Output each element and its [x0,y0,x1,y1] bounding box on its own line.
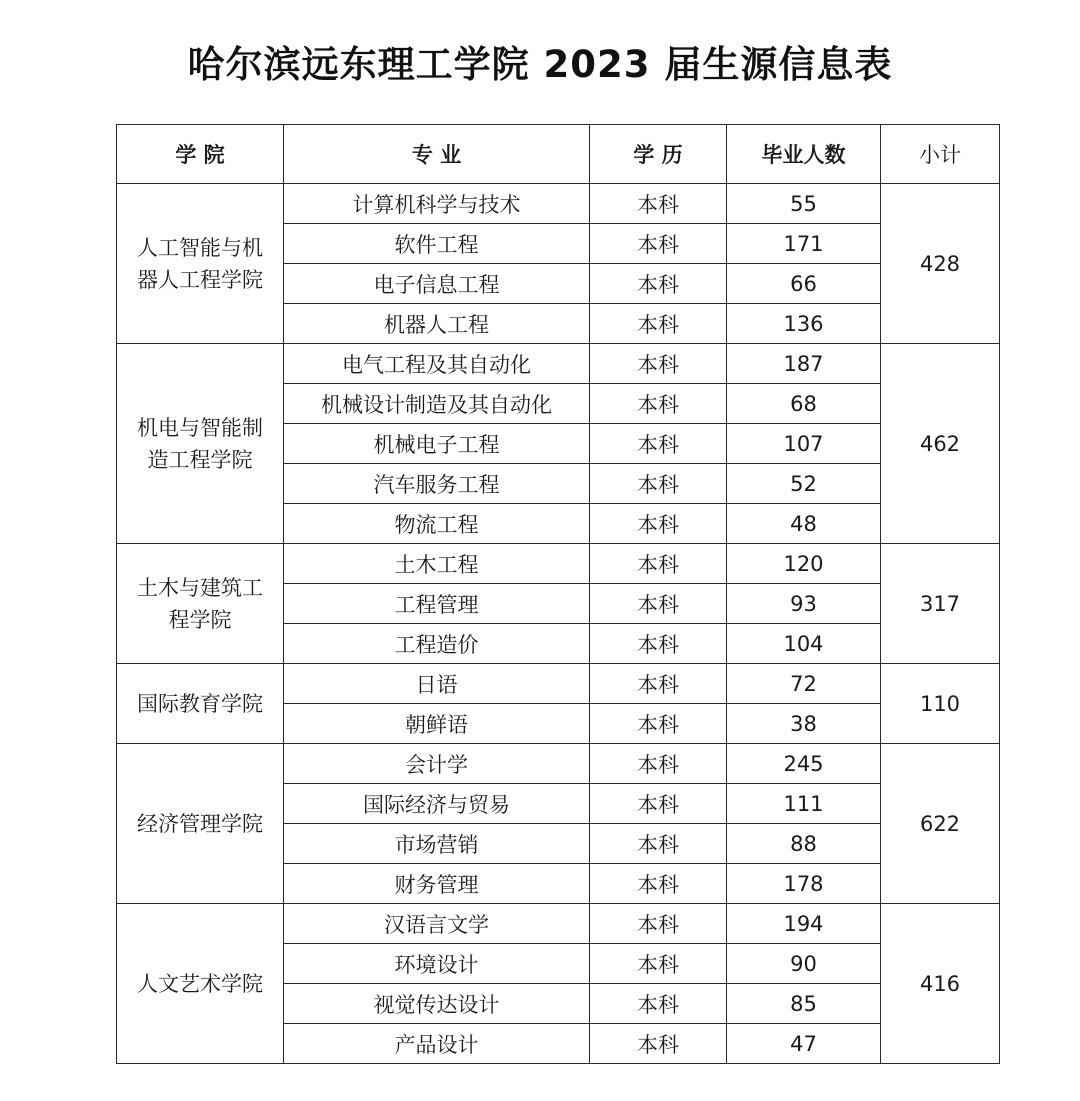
header-college: 学 院 [117,125,284,184]
graduate-count-cell: 178 [727,864,881,904]
table-row [117,664,1000,704]
major-name-cell: 日语 [284,664,590,704]
graduate-count-cell: 48 [727,504,881,544]
major-name-cell: 朝鲜语 [284,704,590,744]
graduate-count-cell: 52 [727,464,881,504]
table-header [117,125,1000,184]
graduate-roster-table [116,124,1000,1064]
graduate-count-cell: 120 [727,544,881,584]
college-name-cell: 土木与建筑工 程学院 [117,544,284,664]
major-name-cell: 机器人工程 [284,304,590,344]
graduate-count-cell: 88 [727,824,881,864]
degree-cell: 本科 [590,904,727,944]
major-name-cell: 财务管理 [284,864,590,904]
graduate-count-cell: 38 [727,704,881,744]
degree-cell: 本科 [590,464,727,504]
graduate-count-cell: 47 [727,1024,881,1064]
college-name-cell: 人工智能与机 器人工程学院 [117,184,284,344]
graduate-count-cell: 55 [727,184,881,224]
graduate-count-cell: 93 [727,584,881,624]
college-name-cell: 经济管理学院 [117,744,284,904]
degree-cell: 本科 [590,184,727,224]
header-subtotal: 小计 [881,125,1000,184]
graduate-count-cell: 136 [727,304,881,344]
degree-cell: 本科 [590,504,727,544]
college-subtotal-cell: 416 [881,904,1000,1064]
major-name-cell: 机械电子工程 [284,424,590,464]
graduate-count-cell: 104 [727,624,881,664]
major-name-cell: 工程造价 [284,624,590,664]
degree-cell: 本科 [590,1024,727,1064]
graduate-count-cell: 111 [727,784,881,824]
graduate-count-cell: 245 [727,744,881,784]
major-name-cell: 机械设计制造及其自动化 [284,384,590,424]
degree-cell: 本科 [590,824,727,864]
table-row [117,544,1000,584]
major-name-cell: 产品设计 [284,1024,590,1064]
graduate-count-cell: 171 [727,224,881,264]
header-major: 专 业 [284,125,590,184]
college-subtotal-cell: 110 [881,664,1000,744]
major-name-cell: 物流工程 [284,504,590,544]
degree-cell: 本科 [590,784,727,824]
document-title: 哈尔滨远东理工学院 2023 届生源信息表 [187,43,893,86]
major-name-cell: 电子信息工程 [284,264,590,304]
major-name-cell: 会计学 [284,744,590,784]
degree-cell: 本科 [590,264,727,304]
degree-cell: 本科 [590,864,727,904]
major-name-cell: 国际经济与贸易 [284,784,590,824]
table-row [117,744,1000,784]
degree-cell: 本科 [590,344,727,384]
college-subtotal-cell: 462 [881,344,1000,544]
graduate-count-cell: 90 [727,944,881,984]
major-name-cell: 视觉传达设计 [284,984,590,1024]
degree-cell: 本科 [590,624,727,664]
graduate-count-cell: 68 [727,384,881,424]
header-row [117,125,1000,184]
graduate-count-cell: 72 [727,664,881,704]
college-name-cell: 人文艺术学院 [117,904,284,1064]
degree-cell: 本科 [590,664,727,704]
college-name-cell: 国际教育学院 [117,664,284,744]
major-name-cell: 软件工程 [284,224,590,264]
degree-cell: 本科 [590,984,727,1024]
degree-cell: 本科 [590,224,727,264]
major-name-cell: 汽车服务工程 [284,464,590,504]
major-name-cell: 土木工程 [284,544,590,584]
major-name-cell: 计算机科学与技术 [284,184,590,224]
degree-cell: 本科 [590,384,727,424]
major-name-cell: 汉语言文学 [284,904,590,944]
college-subtotal-cell: 428 [881,184,1000,344]
degree-cell: 本科 [590,424,727,464]
major-name-cell: 市场营销 [284,824,590,864]
table-row [117,344,1000,384]
degree-cell: 本科 [590,304,727,344]
degree-cell: 本科 [590,744,727,784]
degree-cell: 本科 [590,704,727,744]
college-name-cell: 机电与智能制 造工程学院 [117,344,284,544]
graduate-count-cell: 66 [727,264,881,304]
graduate-count-cell: 187 [727,344,881,384]
table-body [117,184,1000,1064]
major-name-cell: 工程管理 [284,584,590,624]
graduate-count-cell: 85 [727,984,881,1024]
header-degree: 学 历 [590,125,727,184]
table-row [117,904,1000,944]
college-subtotal-cell: 622 [881,744,1000,904]
table-row [117,184,1000,224]
major-name-cell: 电气工程及其自动化 [284,344,590,384]
graduate-count-cell: 107 [727,424,881,464]
graduate-count-cell: 194 [727,904,881,944]
degree-cell: 本科 [590,944,727,984]
college-subtotal-cell: 317 [881,544,1000,664]
header-graduates: 毕业人数 [727,125,881,184]
degree-cell: 本科 [590,544,727,584]
major-name-cell: 环境设计 [284,944,590,984]
degree-cell: 本科 [590,584,727,624]
